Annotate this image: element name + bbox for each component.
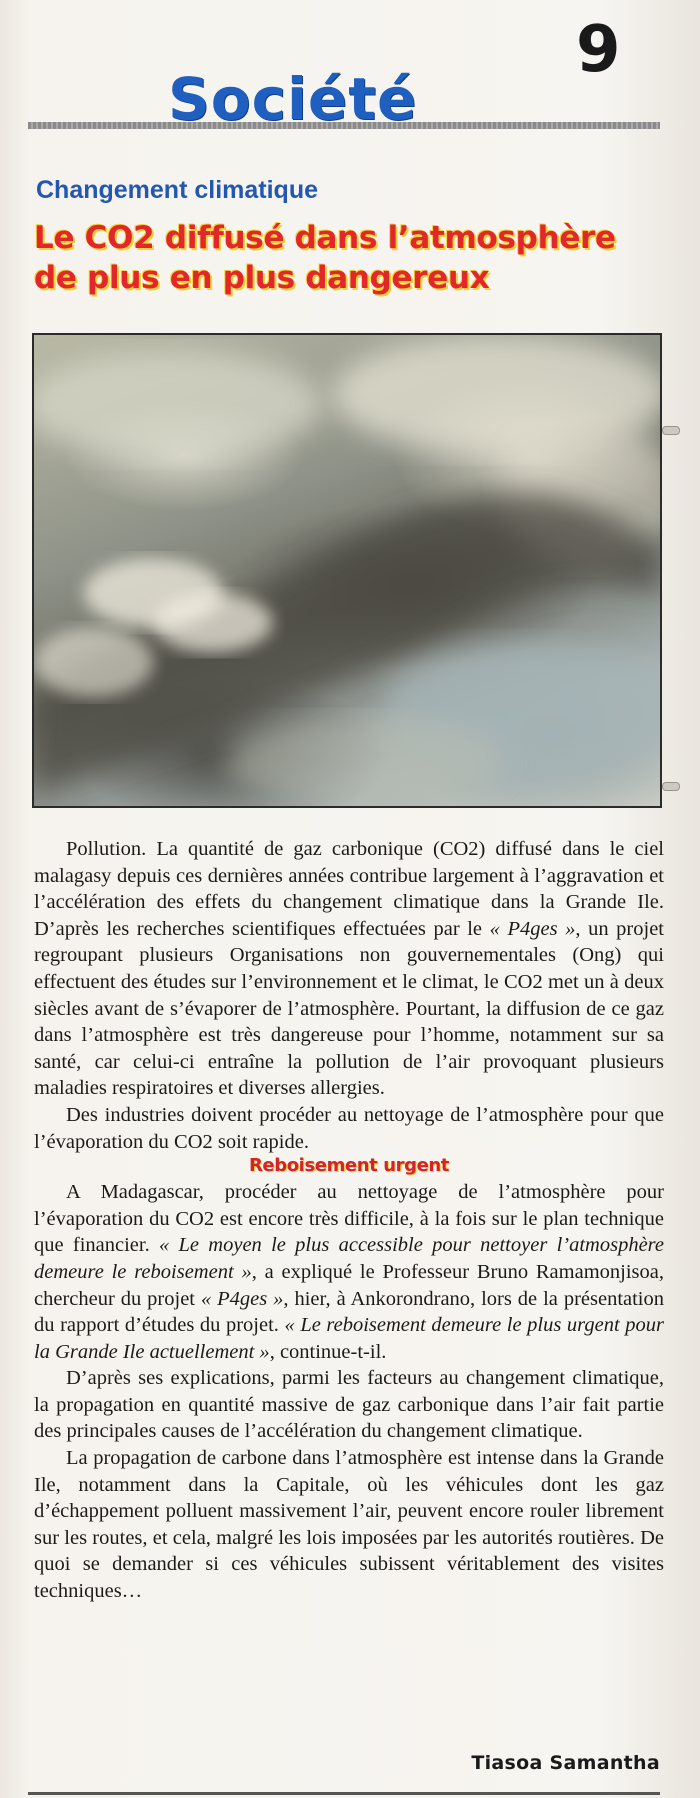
article-headline [34, 218, 674, 298]
article-body [34, 836, 664, 1605]
headline-line-1: Le CO2 diffusé dans l’atmosphère [34, 220, 616, 256]
staple-mark [662, 782, 680, 791]
article-kicker: Changement climatique [36, 176, 318, 204]
article-author: Tiasoa Samantha [471, 1752, 660, 1774]
article-paragraph: Pollution. La quantité de gaz carbonique (CO2) diffusé dans le ciel malagasy depuis ces dernières années contribue largement à l’aggravation et l’accélération des effets du changement climatique dans la Grande Ile. D’après les recherches scientifiques effectuées par le « P4ges », un projet regroupant plusieurs Organisations non gouvernementales (Ong) qui effectuent des études sur l’environnement et le climat, le CO2 met un à deux siècles avant de s’évaporer de l’atmosphère. Pourtant, la diffusion de ce gaz dans l’atmosphère est très dangereuse pour l’homme, notamment sur sa santé, car celui-ci entraîne la pollution de l’air provoquant plusieurs maladies respiratoires et diverses allergies. [34, 838, 664, 1100]
cloud-photo [32, 333, 662, 808]
page-number: 9 [576, 13, 619, 87]
cloud-photo-art [34, 335, 660, 806]
article-paragraph: La propagation de carbone dans l’atmosphère est intense dans la Grande Ile, notamment dans la Capitale, où les véhicules dont les gaz d’échappement polluent massivement l’air, peuvent encore rouler librement sur les routes, et cela, malgré les lois imposées par les autorités routières. De quoi se demander si ces véhicules subissent véritablement des visites techniques… [34, 1447, 664, 1603]
headline-line-2: de plus en plus dangereux [34, 260, 490, 296]
section-title: Société [168, 65, 418, 133]
article-paragraph: A Madagascar, procéder au nettoyage de l’atmosphère pour l’évaporation du CO2 est encore très difficile, à la fois sur le plan technique que financier. « Le moyen le plus accessible pour nettoyer l’atmosphère demeure le reboisement », a expliqué le Professeur Bruno Ramamonjisoa, chercheur du projet « P4ges », hier, à Ankorondrano, lors de la présentation du rapport d’études du projet. « Le reboisement demeure le plus urgent pour la Grande Ile actuellement », continue-t-il. [34, 1181, 665, 1363]
staple-mark [662, 426, 680, 435]
article-subhead: Reboisement urgent [248, 1155, 450, 1177]
bottom-rule [28, 1792, 660, 1795]
article-paragraph: Des industries doivent procéder au nettoyage de l’atmosphère pour que l’évaporation du CO2 soit rapide. [34, 1103, 664, 1153]
article-paragraph: D’après ses explications, parmi les facteurs au changement climatique, la propagation en quantité massive de gaz carbonique dans l’air fait partie des principales causes de l’accélération du changement climatique. [34, 1367, 664, 1443]
